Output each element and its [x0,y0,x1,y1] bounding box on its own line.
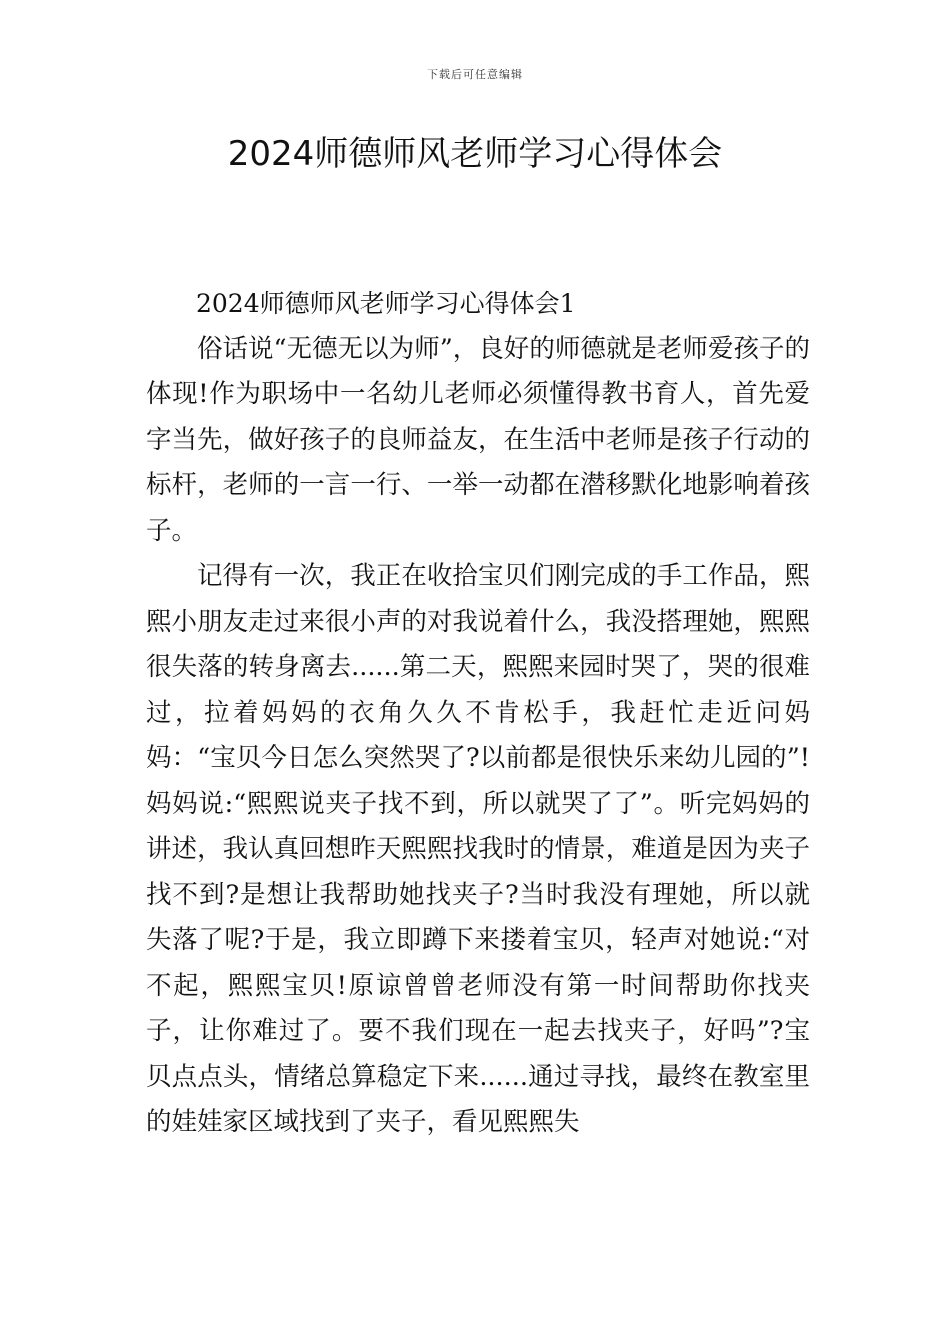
document-body [146,281,810,1146]
paragraph: 俗话说“无德无以为师”，良好的师德就是老师爱孩子的体现!作为职场中一名幼儿老师必须懂得教书育人，首先爱字当先，做好孩子的良师益友，在生活中老师是孩子行动的标杆，老师的一言一行、一举一动都在潜移默化地影响着孩子。 [146,333,810,546]
section-heading: 2024师德师风老师学习心得体会1 [196,289,576,318]
paragraph: 记得有一次，我正在收拾宝贝们刚完成的手工作品，熙熙小朋友走过来很小声的对我说着什么，我没搭理她，熙熙很失落的转身离去......第二天，熙熙来园时哭了，哭的很难过，拉着妈妈的衣角久久不肯松手，我赶忙走近问妈妈：“宝贝今日怎么突然哭了?以前都是很快乐来幼儿园的”!妈妈说:“熙熙说夹子找不到，所以就哭了了”。听完妈妈的讲述，我认真回想昨天熙熙找我时的情景，难道是因为夹子找不到?是想让我帮助她找夹子?当时我没有理她，所以就失落了呢?于是，我立即蹲下来搂着宝贝，轻声对她说:“对不起，熙熙宝贝!原谅曾曾老师没有第一时间帮助你找夹子，让你难过了。要不我们现在一起去找夹子，好吗”?宝贝点点头，情绪总算稳定下来......通过寻找，最终在教室里的娃娃家区域找到了夹子，看见熙熙失 [146,561,810,1137]
document-title: 2024师德师风老师学习心得体会 [227,134,723,174]
header-note: 下载后可任意编辑 [427,68,523,81]
